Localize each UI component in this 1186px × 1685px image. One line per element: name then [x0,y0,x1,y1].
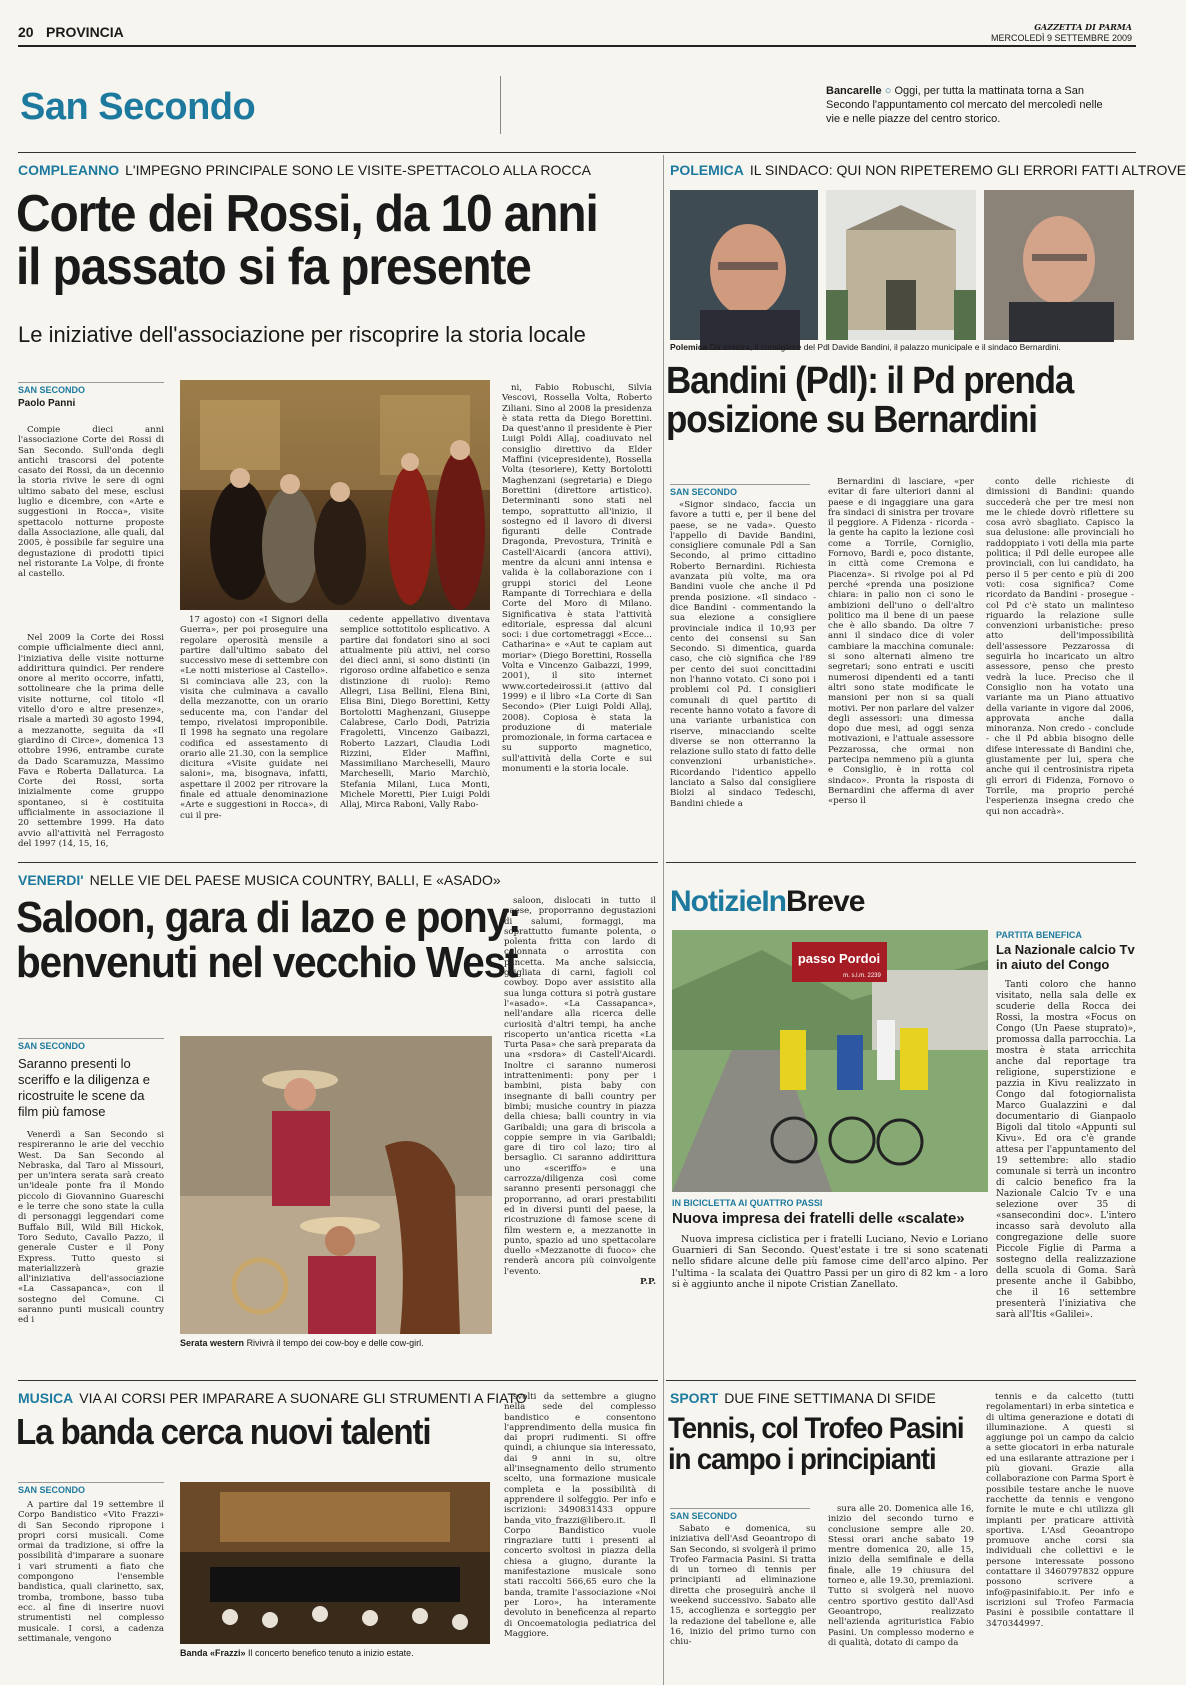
art1-title-line2: il passato si fa presente [16,238,531,297]
bancarelle-label: Bancarelle [826,85,882,97]
calcio-text: Tanti coloro che hanno visitato, nella sala delle ex scuderie della Rocca dei Rossi, la mostra «Focus on Congo (Un Paese stuprato)», promossa dalla parrocchia. La mostra è stata arricchita anche dal reportage tra religione, superstizione e pazzia in Kivu realizzato in Congo dal fotogiornalista Marco Gualazzini e dal documentario di Gianpaolo Bigoli dal titolo «Appunti sul Kivu». Ed ora c'è grande attesa per l'appuntamento del 19 settembre: allo stadio comunale si terrà un incontro di calcio benefico fra la Nazionale Calcio Tv e una selezione over 35 di «sansecondini doc». L'intero incasso sarà devoluto alla congregazione delle suore Piccole Figlie di Parma a sostegno della realizzazione della scuola di Goma. Sarà presente anche il Gabibbo, che il 16 settembre presenterà l'iniziativa che sarà all'Itis «Galilei». [996,980,1136,1320]
portrait-image [984,190,1134,340]
header-divider [500,76,501,134]
art2-location: SAN SECONDO [670,484,810,497]
art1-kicker: COMPLEANNO L'IMPEGNO PRINCIPALE SONO LE VISITE-SPETTACOLO ALLA ROCCA [18,162,591,178]
band-concert-image [180,1482,490,1644]
art1-title [16,185,598,297]
art1-author: Paolo Panni [18,398,76,409]
pass-sign-elevation: m. s.l.m. 2239 [843,973,881,979]
art5-column-3: tennis e da calcetto (tutti regolamentari) in erba sintetica e di ultima generazione e dotati di illuminazione. A questi si aggiunge poi un campo da calcio a sette giocatori in erba naturale ed una esilarante attrazione per i più giovani. Grazie alla collaborazione con Parma Sport è possibile testare anche le nuove racchette da tennis e vengono fornite le mute e chi utilizza gli impianti per praticare attività sportiva. L'Asd Geoantropo promuove anche corsi sia individuali che collettivi e le persone interessate possono contattare il 3460797832 oppure possono scrivere a info@pasinifabio.it. Per info e iscrizioni sul Trofeo Farmacia Pasini è possibile contattare il 3470344997. [986,1392,1134,1629]
art1-subtitle: Le iniziative dell'associazione per riscoprire la storia locale [18,322,586,347]
art1-column-1: Compie dieci anni l'associazione Corte dei Rossi di San Secondo. Sull'onda degli antichi trascorsi del potente casato dei Rossi, da un decennio la storia rivive le sere di ogni ultimo sabato del mese, esclusi luglio e dicembre, con «Arte e suggestioni in Rocca», visite spettacolo notturne proposte dalla Associazione, alle quali, dal 2005, è possibile far seguire una degustazione di prodotti tipici nel ristorante La Volpe, di fronte al castello. [18,425,164,580]
bullet-icon: ○ [884,85,892,97]
art1-column-1b: Nel 2009 la Corte dei Rossi compie ufficialmente dieci anni, l'iniziativa delle visite notturne addirittura quindici. Per rendere onore al merito occorre, infatti, sottolineare che la prima delle visite notturne, col titolo «Il vitello d'oro e altre presenze», risale a martedì 30 agosto 1994, a mezzanotte, seguita da «Il giardino di Circe», domenica 13 ottobre 1996, entrambe curate da Dado Scaramuzza, Massimo Fava e Roberta Dallaturca. La Corte dei Rossi, sorta inizialmente come gruppo spontaneo, si è costituita ufficialmente in associazione il 20 settembre 1999. Ha dato avvio all'attività nel Ferragosto del 1997 (14, 15, 16, [18,633,164,849]
rule [666,862,1136,863]
bike-text: Nuova impresa ciclistica per i fratelli Luciano, Nevio e Loriano Guarnieri di San Secondo. Quest'estate i tre si sono scatenati nello sfidare alcune delle più famose cime dell'arco alpino. Per l'ultima - la scalata dei Quattro Passi per un giro di 82 km - a loro si è aggiunto anche il nipote Cristian Zanellato. [672,1234,988,1290]
bike-kicker: IN BICICLETTA AI QUATTRO PASSI [672,1198,823,1208]
art3-column-1: Venerdì a San Secondo si respireranno le arie del vecchio West. Da San Secondo al Nebraska, dal Taro al Missouri, per un'intera serata sarà creato un'ideale ponte fra il Mondo piccolo di Giovannino Guareschi e le terre che sono state la culla di personaggi leggendari come Buffalo Bill, Wild Bill Hickok, Toro Seduto, Cavallo Pazzo, il generale Custer e il Pony Express. Tutto questo si materializzerà grazie all'iniziativa dell'associazione «La Cassapanca», con il sostegno del Comune. Ci saranno punti musicali country ed i [18,1130,164,1326]
art5-kicker: SPORT DUE FINE SETTIMANA DI SFIDE [670,1390,936,1406]
rule [18,152,1136,153]
pass-sign-text: passo Pordoi [797,951,881,966]
art5-location: SAN SECONDO [670,1508,810,1521]
art5-column-1: Sabato e domenica, su iniziativa dell'Asd Geoantropo di San Secondo, si svolgerà il primo Trofeo Farmacia Pasini. Si tratta di un torneo di tennis per principianti ad eliminazione diretta che proseguirà anche il weekend successivo. Sabato alle 15, accoglienza e sorteggio per la redazione del tabellone e, alle 16, inizio del primo turno con chiu- [670,1524,816,1648]
art4-title: La banda cerca nuovi talenti [16,1411,431,1452]
header-rule [18,45,1136,47]
cyclists-photo [672,930,988,1192]
art5-column-2: sura alle 20. Domenica alle 16, inizio del secondo turno e conclusione sempre alle 20. Stessi orari anche sabato 19 mentre domenica 20, alle 15, inizio della semifinale e della finale, alle 19 chiusura del torneo e, alle 19.30, premiazioni. Tutto si svolgerà nel nuovo centro sportivo gestito dall'Asd Geoantropo, realizzato nell'azienda agrituristica Fabio Pasini. Un complesso moderno e di qualità, dotato di campo da [828,1504,974,1648]
art2-kicker: POLEMICA IL SINDACO: QUI NON RIPETEREMO GLI ERRORI FATTI ALTROVE [670,162,1186,178]
art2-caption: Polemica Da sinistra, il consigliere del Pdl Davide Bandini, il palazzo municipale e il sindaco Bernardini. [670,342,1061,352]
portrait-image [670,190,818,340]
art2-byline [670,484,810,497]
art3-title [16,893,521,987]
art1-photo [180,380,490,610]
art4-caption: Banda «Frazzi» Il concerto benefico tenuto a inizio estate. [180,1648,414,1658]
page-header [18,22,1154,44]
art2-title [666,362,1073,440]
art3-byline [18,1038,164,1051]
art4-kicker: MUSICA VIA AI CORSI PER IMPARARE A SUONARE GLI STRUMENTI A FIATO [18,1390,527,1406]
art2-column-2: Bernardini di lasciare, «per evitar di fare ulteriori danni al paese e di ingaggiare una gara fra sindaci di sinistra per trovare il peggiore. A Fidenza - ricorda - la gente ha capito la lezione così come a Torrile, Corniglio, Fornovo, Bardi e, poco distante, in città come Cremona e Piacenza». Si rivolge poi al Pd perché «prenda una posizione chiara: in palio non ci sono le ambizioni dell'uno o dell'altro politico ma il bene di un paese che è allo sbando. Da oltre 7 anni il sindaco dice di voler cambiare la macchina comunale: si sono alternati almeno tre segretari; sono entrati e usciti numerosi dipendenti ed a tanti altri sono state modificate le mansioni per non si sa quali motivi. Per non parlare del valzer degli assessori: una dimessa dopo due mesi, ad oggi senza motivazioni, e l'attuale assessore Pezzarossa, che ormai non partecipa nemmeno più a giunta e Consiglio, è in rotta col sindaco». Pronta la risposta di Bernardini che afferma di aver «perso il [828,477,974,807]
art1-byline [18,382,164,409]
art5-title [668,1414,963,1475]
brevi-header-c: Breve [786,885,865,918]
rule [18,1380,658,1381]
art1-location: SAN SECONDO [18,382,164,395]
art4-photo [180,1482,490,1644]
art4-byline [18,1482,164,1495]
art2-title-line2: posizione su Bernardini [666,398,1037,441]
town-title: San Secondo [20,86,256,128]
bike-title: Nuova impresa dei fratelli delle «scalate» [672,1210,965,1227]
art3-caption: Serata western Rivivrà il tempo dei cow-boy e delle cow-girl. [180,1338,424,1348]
section-name: PROVINCIA [46,24,124,40]
paper-name: GAZZETTA DI PARMA [1034,22,1132,32]
art2-column-3: conto delle richieste di dimissioni di Bandini: quando succederà che per tre mesi non me le chiede dovrò riflettere su cosa avrò sbagliato. Capisco la sua delusione: alle provinciali ho raddoppiato i voti della mia parte politica; il Pdl delle europee alle provinciali, con lui candidato, ha perso il 5 per cento e più di 200 voti: cosa significa? Come ricordato da Bandini - prosegue - col Pd c'è stato un malinteso riguardo la relazione sulle convenzioni urbanistiche: preso atto dell'impossibilità dell'assessore Pezzarossa di seguirla ho incaricato un altro assessore, penso che presto vedrà la luce. Preciso che il Consiglio non ha votato una variante ma un Piano attuativo della variante in vigore dal 2006, approvata anche dalla minoranza. Non credo - conclude - che il Pd abbia bisogno delle difese interessate di Bandini che, giustamente per lui, spera che anche qui il centrosinistra ripeta gli errori di Fidenza, Fornovo o Torrile, ma proprio perché l'esperienza insegna credo che qui non accadrà». [986,477,1134,817]
art4-location: SAN SECONDO [18,1482,164,1495]
bancarelle-box [826,84,1118,126]
page-number: 20 [18,24,34,40]
column-divider [663,155,664,1685]
art2-title-line1: Bandini (Pdl): il Pd prenda [666,360,1074,402]
art3-title-line2: benvenuti nel vecchio West [16,937,518,987]
art2-column-1: «Signor sindaco, faccia un favore a tutti e, per il bene del paese, se ne vada». Questo l'appello di Davide Bandini, consigliere comunale Pdl a San Secondo, al primo cittadino Roberto Bernardini. Richiesta avanzata più volte, ma ora Bandini vuole che anche il Pd prenda posizione. «Il sindaco - dice Bandini - commentando la sua elezione a consigliere provinciale indica il 10,93 per cento dei consensi su San Secondo. Si dimentica, guarda caso, che ciò significa che l'89 per cento dei suoi concittadini non l'hanno votato. Ci sono poi i problemi col Pd. I consiglieri comunali di quel partito di recente hanno votato a favore di una variante urbanistica con riserve, minacciando scelte diverse se non otterranno la relazione sullo stato di fatto delle convenzioni urbanistiche». Ricordando l'identico appello lanciato a Salso dal consigliere Biolzi al sindaco Tedeschi, Bandini chiede a [670,500,816,809]
art3-photo [180,1036,492,1334]
bernardini-photo [984,190,1134,340]
art5-title-line1: Tennis, col Trofeo Pasini [668,1412,964,1445]
building-image [826,190,976,340]
art3-title-line1: Saloon, gara di lazo e pony: [16,893,521,942]
art1-column-2: 17 agosto) con «I Signori della Guerra», per poi proseguire una regolare operosità mensile a partire dall'ultimo sabato del successivo mese di settembre con «Le notti misteriose al Castello». Si cominciava alle 23, con la visita che culminava a cavallo della mezzanotte, con un orario seducente ma, con l'andar del tempo, rivelatosi improponibile. Il 1998 ha segnato una regolare codifica ed assestamento di orario alle 21.30, con la semplice dicitura «Visite guidate nei saloni», ma, bisognava, infatti, aspettare il 2002 per ritrovare la finale ed attuale denominazione «Arte e suggestioni in Rocca», di cui il pre- [180,615,329,821]
bancarelle-text: Oggi, per tutta la mattinata torna a San Secondo l'appuntamento col mercato del mercoledì nelle vie e nelle piazze del centro storico. [826,85,1103,125]
cowboy-image [180,1036,492,1334]
art3-column-2: saloon, dislocati in tutto il paese, proporranno degustazioni di salumi, formaggi, ma soprattutto fumante polenta, o polenta fritta con lardo di colonnata o arrostita con pancetta. Ma anche salsiccia, grigliata di carni, fagioli col cowboy. Dopo aver assistito alla sua lunga cottura si potrà gustare l'«asado». «La Cassapanca», nell'andare alla ricerca delle curiosità d'altri tempi, ha anche riscoperto un'antica ricetta «La Turta Pasa» che sarà preparata da una «rsdora» di Castell'Aicardi. Inoltre ci saranno numerosi intrattenimenti: pony per i bambini, pista baby con insegnante di balli country per bimbi; musiche country in piazza della chiesa; balli country in via Garibaldi; una gara di briscola a coppie sempre in via Garibaldi; gare di tiro col lazo; tiro al bersaglio. Ci saranno addirittura uno «sceriffo» e una carrozza/diligenza così come saranno presenti personaggi che proporranno, ad orari prestabiliti ed in diversi punti del paese, la ricostruzione di famose scene di film western e, a mezzanotte in punto, spazio ad uno spettacolare duello «Mezzanotte di fuoco» che renderà ancora più coinvolgente l'evento. P.P. [504,896,656,1287]
art1-column-4: ni, Fabio Robuschi, Silvia Vescovi, Rossella Volta, Roberto Ziliani. Sino al 2008 la presidenza è stata retta da Diego Borettini. Da quest'anno il presidente è Pier Luigi Poldi Allaj, coadiuvato nel consiglio direttivo da Elder Maffini (vicepresidente), Rossella Volta (tesoriere), Ketty Bortolotti Maghenzani (segretaria) e Diego Borettini (direttore artistico). Determinanti sono stati nel tempo, soprattutto all'inizio, il sostegno ed il lavoro di diversi figuranti delle Contrade Dragonda, Prevostura, Trinità e Castell'Aicardi (ancora attivi), mentre da alcuni anni intensa e valida è la collaborazione con i gruppi storici del Leone Rampante di Torrechiara e della Corte del Moro di Milano. Significativa è stata l'attività editoriale, espressa dal alcuni soci: i due cortometraggi «Ecce... Catharina» e «Aut te capiam aut moriar» (Diego Borettini, Rossella Volta e Vincenzo Gaibazzi, 1999, 2001), il sito internet www.cortedeirossi.it (attivo dal 1999) e il libro «La Corte di San Secondo» (Pier Luigi Poldi Allaj, 2008). Copiosa è stata la produzione di materiale promozionale, in forma cartacea e su supporto magnetico, sull'attività della Corte e sui monumenti e la storia locale. [502,383,652,774]
issue-date: MERCOLEDÌ 9 SETTEMBRE 2009 [990,33,1132,43]
rule [18,862,658,863]
brevi-header-a: Notizie [670,885,762,918]
calcio-kicker: PARTITA BENEFICA [996,930,1082,940]
rule [666,1380,1136,1381]
bandini-photo [670,190,818,340]
art3-kicker: VENERDI' NELLE VIE DEL PAESE MUSICA COUNTRY, BALLI, E «ASADO» [18,872,501,888]
art3-subhead: Saranno presenti lo sceriffo e la diligenza e ricostruite le scene da film più famose [18,1056,151,1119]
art1-column-3: cedente appellativo diventava semplice sottotitolo esplicativo. A partire dai fondatori sino ai soci attualmente più attivi, nel corso dei dieci anni, si sono distinti (in rigoroso ordine alfabetico e senza distinzione di ruolo): Remo Allegri, Lisa Bellini, Elena Bini, Elisa Bini, Diego Borettini, Ketty Bortolotti Maghenzani, Giuseppe Calabrese, Carlo Dodi, Patrizia Fragoletti, Vincenzo Gaibazzi, Roberto Lazzari, Claudia Lodi Rizzini, Elder Maffini, Massimiliano Marcheselli, Mauro Marcheselli, Mario Marchiò, Stefania Milani, Luca Monti, Michele Moretti, Pier Luigi Poldi Allaj, Mirca Raboni, Vally Rabo- [340,615,490,811]
art4-column-1: A partire dal 19 settembre il Corpo Bandistico «Vito Frazzi» di San Secondo ripropone i propri corsi musicali. Come ormai da tradizione, si offre la possibilità d'imparare a suonare i vari strumenti a fiato che compongono l'ensemble bandistica, quali clarinetto, sax, tromba, trombone, basso tuba ecc. al fine di inserire nuovi strumentisti nel complesso musicale. I corsi, a cadenza settimanale, vengono [18,1500,164,1644]
art4-column-2: svolti da settembre a giugno nella sede del complesso bandistico e consentono l'apprendimento della musica fin dai propri rudimenti. Si offre quindi, a chiunque sia interessato, dai 9 anni in su, oltre all'insegnamento dello strumento scelto, una formazione musicale completa e la possibilità di apprendere il solfeggio. Per info e iscrizioni: 3490831433 oppure banda_vito_frazzi@libero.it. Il Corpo Bandistico vuole ringraziare tutti i presenti al concerto svoltosi in piazza della chiesa a giugno, durante la manifestazione musicale sono stati raccolti 566,65 euro che la banda, tramite l'associazione «Noi per Loro», ha interamente devoluto in beneficenza al reparto di Oncoematologia pediatrica del Maggiore. [504,1392,656,1639]
costume-scene-image [180,380,490,610]
town-hall-photo [826,190,976,340]
art3-location: SAN SECONDO [18,1038,164,1051]
calcio-title: La Nazionale calcio Tv in aiuto del Congo [996,942,1135,972]
brevi-header-b: In [761,885,787,918]
brevi-header [670,885,864,919]
art5-title-line2: in campo i principianti [668,1442,936,1476]
art1-title-line1: Corte dei Rossi, da 10 anni [16,185,598,243]
mountain-pass-image [672,930,988,1192]
art3-signature: P.P. [639,1276,656,1287]
art5-byline [670,1508,810,1521]
